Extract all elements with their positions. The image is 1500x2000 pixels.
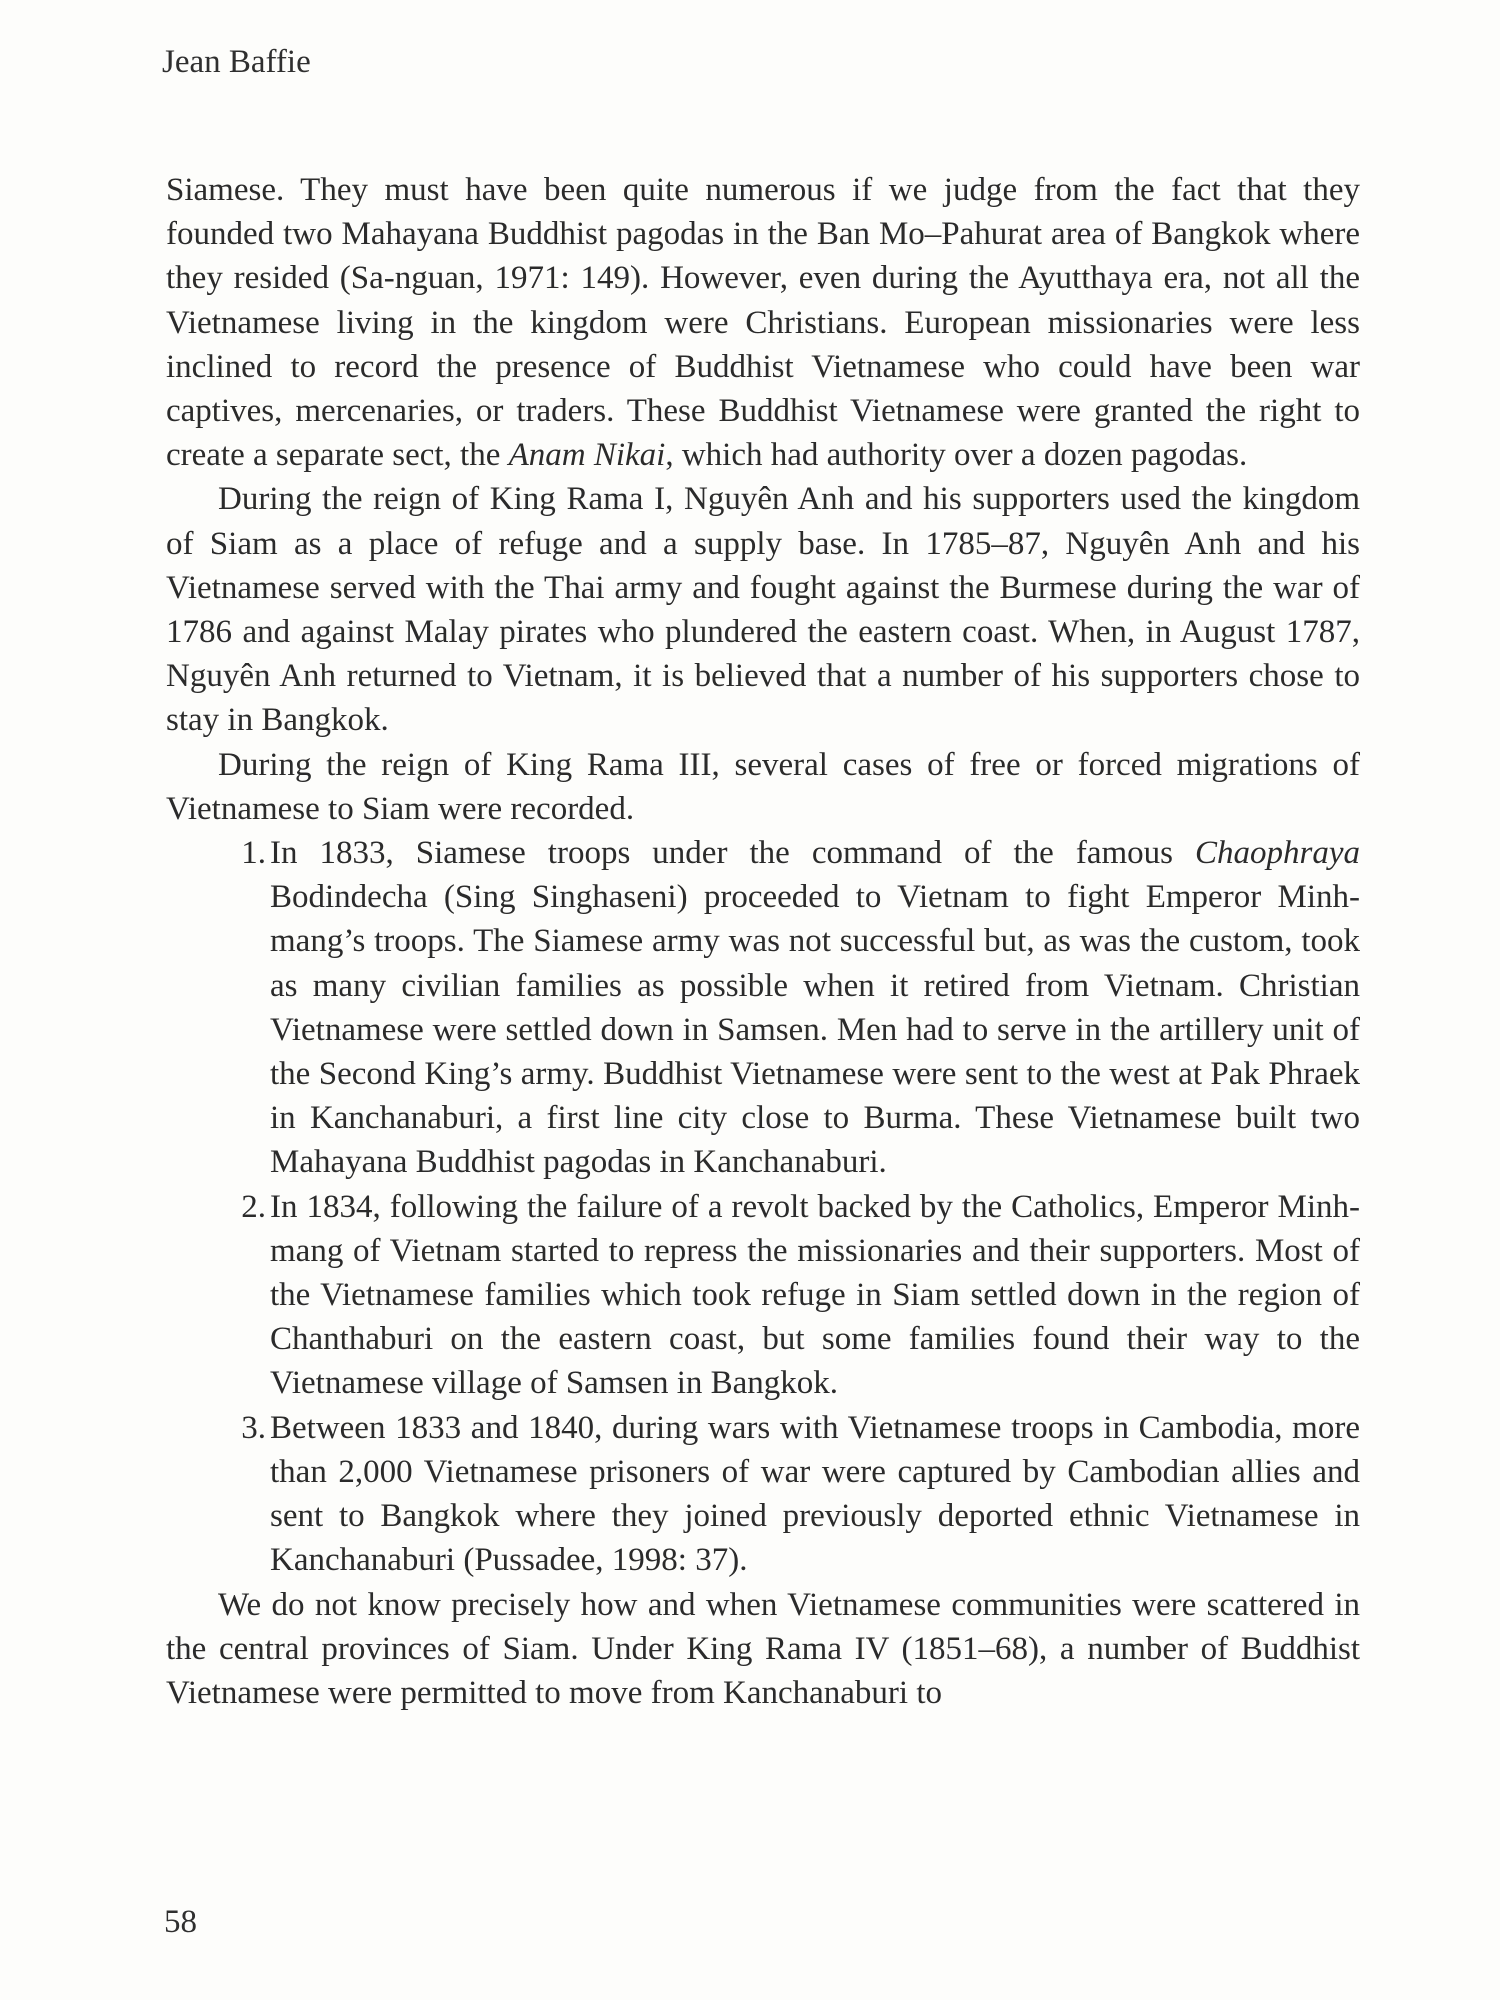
paragraph-1-text-a: Siamese. They must have been quite numerous if we judge from the fact that they founded two Mahayana Buddhist pagodas in the Ban Mo–Pahurat area of Bangkok where they resided (Sa-nguan, 1971: 149). However, even during the Ayutthaya era, not all the Vietnamese living in the kingdom were Christians. European missionaries were less inclined to record the presence of Buddhist Vietnamese who could have been war captives, mercenaries, or traders. These Buddhist Vietnamese were granted the right to create a separate sect, the: [166, 172, 1360, 474]
list-item-text: In 1834, following the failure of a revolt backed by the Catholics, Emperor Minh-mang of Vietnam started to repress the missionaries and their supporters. Most of the Vietnamese families which took refuge in Siam settled down in the region of Chanthaburi on the eastern coast, but some families found their way to the Vietnamese village of Samsen in Bangkok.: [270, 1188, 1360, 1402]
list-item-text-a: In 1833, Siamese troops under the command of the famous: [270, 835, 1195, 872]
paragraph-1: [166, 168, 1360, 477]
list-item-italic-term: Chaophraya: [1195, 835, 1360, 872]
body-text: [166, 168, 1360, 1715]
list-item-text: Between 1833 and 1840, during wars with Vietnamese troops in Cambodia, more than 2,000 Vietnamese prisoners of war were captured by Cambodian allies and sent to Bangkok where they joined previously deported ethnic Vietnamese in Kanchanaburi (Pussadee, 1998: 37).: [270, 1409, 1360, 1579]
paragraph-4: We do not know precisely how and when Vietnamese communities were scattered in the central provinces of Siam. Under King Rama IV (1851–68), a number of Buddhist Vietnamese were permitted to move from Kanchanaburi to: [166, 1586, 1360, 1711]
list-item-number: 3.: [241, 1409, 266, 1446]
running-head: Jean Baffie: [162, 44, 311, 80]
page-number: 58: [164, 1904, 197, 1940]
list-item: [241, 831, 1360, 1185]
migration-list: [166, 831, 1360, 1582]
list-item-number: 1.: [241, 835, 266, 872]
paragraph-2: During the reign of King Rama I, Nguyên Anh and his supporters used the kingdom of Siam as a place of refuge and a supply base. In 1785–87, Nguyên Anh and his Vietnamese served with the Thai army and fought against the Burmese during the war of 1786 and against Malay pirates who plundered the eastern coast. When, in August 1787, Nguyên Anh returned to Vietnam, it is believed that a number of his supporters chose to stay in Bangkok.: [166, 481, 1360, 739]
list-item: [241, 1406, 1360, 1583]
list-item-text-b: Bodindecha (Sing Singhaseni) proceeded to Vietnam to fight Emperor Minh-mang’s troops. The Siamese army was not successful but, as was the custom, took as many civilian families as possible when it retired from Vietnam. Christian Vietnamese were settled down in Samsen. Men had to serve in the artillery unit of the Second King’s army. Buddhist Vietnamese were sent to the west at Pak Phraek in Kanchanaburi, a first line city close to Burma. These Vietnamese built two Mahayana Buddhist pagodas in Kanchanaburi.: [270, 879, 1360, 1181]
paragraph-3: During the reign of King Rama III, several cases of free or forced migrations of Vietnamese to Siam were recorded.: [166, 746, 1360, 827]
paragraph-1-text-b: , which had authority over a dozen pagodas.: [665, 437, 1248, 474]
list-item: [241, 1185, 1360, 1406]
list-item-number: 2.: [241, 1188, 266, 1225]
paragraph-1-italic-term: Anam Nikai: [508, 437, 666, 474]
